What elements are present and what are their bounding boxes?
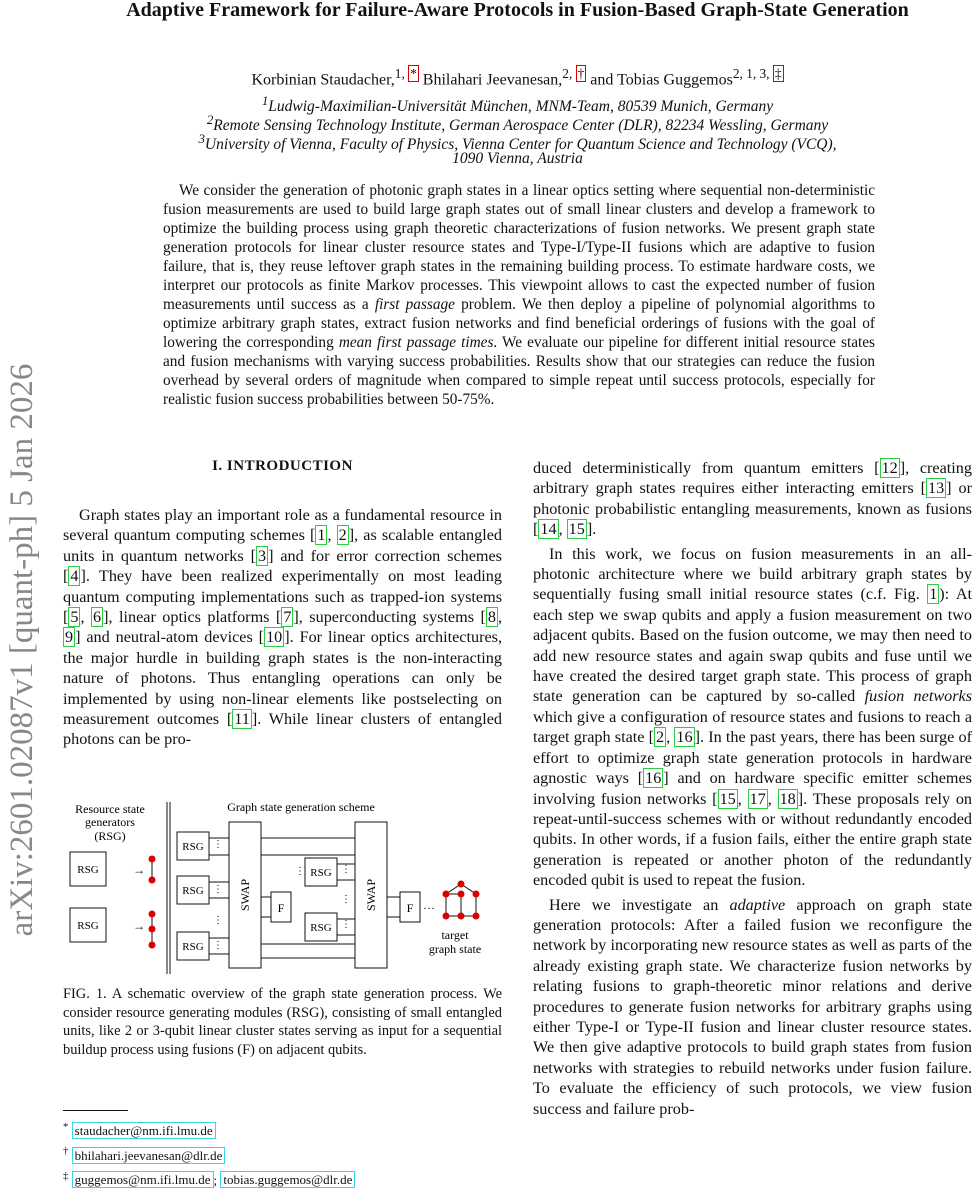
citation-link[interactable]: 11 [234, 710, 250, 729]
paper-title: Adaptive Framework for Failure-Aware Protocols in Fusion-Based Graph-State Generation [126, 0, 909, 21]
graph-node [473, 891, 480, 898]
rsg-title: (RSG) [94, 829, 126, 843]
abstract [163, 181, 875, 409]
qubit-node [149, 926, 156, 933]
horizontal-dots: ··· [423, 901, 435, 915]
qubit-node [149, 942, 156, 949]
author-sup: 1, [394, 66, 409, 81]
citation-link[interactable]: 5 [70, 608, 79, 627]
author-name: Bhilahari Jeevanesan, [418, 71, 563, 89]
graph-node [458, 913, 465, 920]
abstract-emphasis: mean first passage times [338, 334, 494, 351]
swap-label: SWAP [364, 878, 378, 912]
rsg-label: RSG [310, 867, 332, 879]
figure-1 [63, 792, 503, 978]
author-list [60, 66, 974, 89]
graph-node [458, 881, 465, 888]
qubit-node [149, 911, 156, 918]
graph-node [458, 891, 465, 898]
abstract-text: We consider the generation of photonic graph states in a linear optics setting where sequential non-deterministic fusion measurements are used to build large graph states out of small linear clusters and develop a framework to optimize the building process using graph theoretic characterizations of fusion networks. We present graph state generation protocols for linear cluster resource states and Type-I/Type-II fusions which are adaptive to fusion failure, that is, they reuse leftover graph states in the remaining building process. To estimate hardware costs, we interpret our protocols as finite Markov processes. This viewpoint allows to cast the expected number of fusion measurements until success as a [163, 182, 875, 313]
vertical-dots: ⋮ [295, 866, 305, 877]
citation-link[interactable]: 13 [927, 479, 945, 498]
figure-1-caption: FIG. 1. A schematic overview of the graph state generation process. We consider resource generating modules (RSG), consisting of small entangled units, like 2 or 3-qubit linear cluster states serving as input for a sequential buildup process using fusions (F) on adjacent qubits. [63, 986, 502, 1058]
citation-link[interactable]: 10 [266, 628, 283, 647]
rsg-title: generators [85, 815, 135, 829]
citation-link[interactable]: 15 [568, 520, 585, 539]
scheme-title: Graph state generation scheme [227, 800, 375, 814]
citation-link[interactable]: 18 [779, 789, 796, 808]
affiliation-text: Remote Sensing Technology Institute, German Aerospace Center (DLR), 82234 Wessling, Germany [213, 117, 829, 135]
abstract-emphasis: first passage [374, 296, 455, 313]
vertical-dots: ⋮ [341, 894, 351, 905]
vertical-dots: ⋮ [213, 940, 223, 951]
affiliation-num: 2 [206, 112, 214, 127]
citation-link[interactable]: 16 [676, 728, 693, 747]
intro-left-text: Graph states play an important role as a fundamental resource in several quantum computing schemes [ 1 , 2 ], as scalable entangled units in quantum networks [ 3 ] and for error correction schemes [ 4 ]. They have been realized experimentally on most leading quantum computing implementations such as trapped-ion systems [ 5 , 6 ], linear optics platforms [ 7 ], superconducting systems [ 8 , 9 ] and neutral-atom devices [ 10 ]. For linear optics architectures, the major hurdle in building graph states is the non-interacting nature of photons. Thus entangling operations can only be implemented by using non-linear elements like postselecting on measurement outcomes [ 11 ]. While linear clusters of entangled photons can be pro- [63, 506, 503, 749]
vertical-dots: ⋮ [213, 915, 223, 926]
author-name: Korbinian Staudacher, [251, 71, 395, 89]
citation-link[interactable]: 1 [317, 526, 326, 545]
author-sup: 2, 1, 3, [732, 66, 773, 81]
email-link[interactable]: bhilahari.jeevanesan@dlr.de [72, 1147, 226, 1164]
vertical-dots: ⋮ [213, 884, 223, 895]
citation-link[interactable]: 6 [93, 608, 102, 627]
vertical-dots: ⋮ [341, 919, 351, 930]
rsg-label: RSG [77, 864, 99, 876]
affiliation-3-cont: 1090 Vienna, Austria [452, 150, 583, 167]
citation-link[interactable]: 2 [656, 728, 665, 747]
fusion-label: F [277, 901, 285, 915]
qubit-node [149, 877, 156, 884]
email-link[interactable]: guggemos@nm.ifi.lmu.de [72, 1171, 214, 1188]
intro-right-text: duced deterministically from quantum emitters [ 12 ], creating arbitrary graph states requires either interacting emitters [ 13 ] or photonic probabilistic entangling measurements, known as fusions [ 14 , 15 ]. In this work, we focus on fusion measurements in an all-photonic architecture where we build arbitrary graph states by sequentially fusing small initial resource states (c.f. Fig. 1 ): At each step we swap qubits and apply a fusion measurement on two adjacent qubits. Based on the fusion outcome, we may then need to add new resource states and again swap qubits and fuse until we have created the desired target graph state. This process of graph state generation can be captured by so-called fusion networks which give a configuration of resource states and fusions to reach a target graph state [ 2 , 16 ]. In the past years, there has been surge of effort to optimize graph state generation protocols in hardware agnostic ways [ 16 ] and on hardware specific emitter schemes involving fusion networks [ 15 , 17 , 18 ]. These proposals rely on repeat-until-success schemes with or without redundantly encoded qubits. In other words, if a fusion fails, either the entire graph state generation is repeated or another photon of the redundantly encoded qubit is used to repeat the fusion. Here we investigate an adaptive approach on graph state generation protocols: After a failed fusion we reconfigure the network by incorporating new resource states as well as parts of the already existing graph state. We characterize fusion networks by relating fusions to graph-theoretic minor relations and derive procedures to generate fusion networks for arbitrary graphs using either Type-I or Type-II fusion and linear cluster resource states. We then give adaptive protocols to build graph states from fusion networks with strategies to rebuild networks under fusion failure. To evaluate the efficiency of such protocols, we view fusion success and failure prob- [533, 459, 973, 1118]
arrow: → [133, 919, 145, 933]
author-sup: 2, [562, 66, 576, 81]
rsg-label: RSG [182, 841, 204, 853]
footnote-link[interactable]: † [577, 66, 585, 81]
abstract-text: problem. We then deploy a pipeline of polynomial algorithms to optimize arbitrary graph states, extract fusion networks and find beneficial orderings of fusions with the goal of lowering the corresponding [163, 296, 875, 351]
citation-link[interactable]: 14 [540, 520, 557, 539]
citation-link[interactable]: 3 [257, 546, 267, 565]
figure-link[interactable]: 1 [929, 585, 938, 604]
rsg-label: RSG [310, 922, 332, 934]
graph-node [473, 913, 480, 920]
footnote-link[interactable]: ‡ [774, 66, 782, 81]
affiliation-num: 3 [198, 131, 205, 146]
citation-link[interactable]: 4 [70, 567, 79, 586]
abstract-text: . We evaluate our pipeline for different initial resource states and fusion mechanisms with varying success probabilities. Results show that our strategies can reduce the fusion overhead by several orders of magnitude when compared to simple repeat until success protocols, especially for realistic fusion success probabilities between 50-75%. [163, 334, 875, 408]
citation-link[interactable]: 9 [65, 628, 74, 647]
email-link[interactable]: staudacher@nm.ifi.lmu.de [72, 1122, 216, 1139]
arxiv-identifier: arXiv:2601.02087v1 [quant-ph] 5 Jan 2026 [4, 363, 40, 937]
affiliation-text: Ludwig-Maximilian-Universität München, MNM-Team, 80539 Munich, Germany [268, 98, 774, 116]
citation-link[interactable]: 7 [283, 608, 292, 627]
graph-node [443, 891, 450, 898]
qubit-node [149, 856, 156, 863]
citation-link[interactable]: 2 [338, 526, 347, 545]
affiliation-num: 1 [261, 93, 269, 108]
target-label: target [441, 928, 469, 942]
rsg-label: RSG [182, 941, 204, 953]
rsg-title: Resource state [75, 802, 145, 816]
footnote-link[interactable]: * [410, 66, 417, 81]
fusion-label: F [406, 901, 414, 915]
citation-link[interactable]: 12 [881, 459, 898, 477]
citation-link[interactable]: 15 [719, 789, 736, 808]
arxiv-stamp [0, 270, 44, 1030]
arrow: → [133, 863, 145, 877]
target-graph [446, 884, 476, 916]
email-link[interactable]: tobias.guggemos@dlr.de [220, 1171, 355, 1188]
rsg-label: RSG [77, 920, 99, 932]
footnotes: * staudacher@nm.ifi.lmu.de † bhilahari.jeevanesan@dlr.de ‡ guggemos@nm.ifi.lmu.de ; tobias.guggemos@dlr.de [63, 1117, 503, 1190]
vertical-dots: ⋮ [341, 864, 351, 875]
citation-link[interactable]: 16 [645, 769, 662, 788]
figure-1-diagram [63, 792, 503, 978]
rsg-label: RSG [182, 885, 204, 897]
citation-link[interactable]: 17 [749, 789, 766, 808]
citation-link[interactable]: 8 [487, 608, 496, 627]
author-name: and Tobias Guggemos [586, 71, 733, 89]
section-heading: I. INTRODUCTION [212, 458, 353, 474]
footnote-rule [63, 1110, 128, 1111]
affiliation-text: University of Vienna, Faculty of Physics, Vienna Center for Quantum Science and Technology (VCQ), [204, 136, 837, 154]
graph-node [443, 913, 450, 920]
vertical-dots: ⋮ [213, 839, 223, 850]
swap-label: SWAP [238, 878, 252, 912]
target-label: graph state [428, 942, 482, 956]
